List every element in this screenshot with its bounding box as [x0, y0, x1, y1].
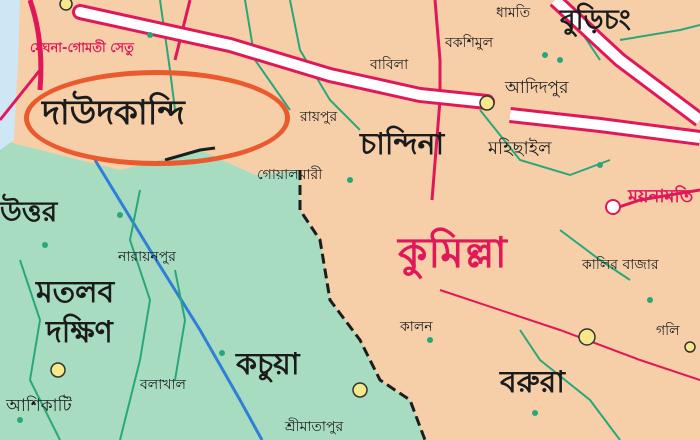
label-uttar: উত্তর	[0, 195, 58, 228]
label-raipur: রায়পুর	[300, 109, 338, 125]
town-marker	[685, 342, 695, 352]
bridge-label: মেঘনা-গোমতী সেতু	[30, 41, 134, 56]
town-marker	[353, 383, 367, 397]
label-goalmari: গোয়ালমারী	[257, 167, 323, 183]
label-matlab: মতলব	[36, 275, 115, 310]
town-marker	[51, 363, 65, 377]
label-moynamoti: ময়নামতি	[628, 186, 694, 207]
town-marker	[606, 200, 620, 214]
label-barura: বরুরা	[500, 365, 565, 400]
label-dhamti: ধামতি	[496, 5, 531, 21]
label-gali: গলি	[656, 323, 680, 339]
label-narayanpur: নারায়নপুর	[118, 249, 176, 265]
label-mohichail: মহিছাইল	[488, 138, 552, 159]
label-ashikati: আশিকাটি	[6, 396, 72, 416]
label-kalir-bazar: কালির বাজার	[582, 257, 659, 273]
label-burichang: বুড়িচং	[560, 3, 631, 36]
label-kachua: কচুয়া	[236, 347, 300, 382]
label-babila: বাবিলা	[370, 57, 409, 73]
label-dakshin: দক্ষিণ	[46, 315, 113, 350]
label-adidpur: আদিদপুর	[505, 78, 569, 98]
town-marker	[60, 0, 72, 10]
label-comilla: কুমিল্লা	[398, 228, 508, 277]
label-bottom-place: শ্রীমাতাপুর	[285, 419, 344, 435]
label-daudkandi: দাউদকান্দি	[42, 93, 185, 133]
label-balakhal: বলাখাল	[140, 377, 186, 393]
label-chandina: চান্দিনা	[360, 127, 445, 162]
label-bakshimul: বকশিমুল	[445, 35, 494, 51]
town-marker	[579, 329, 595, 345]
town-marker	[480, 96, 494, 110]
label-kalan: কালন	[400, 319, 433, 335]
